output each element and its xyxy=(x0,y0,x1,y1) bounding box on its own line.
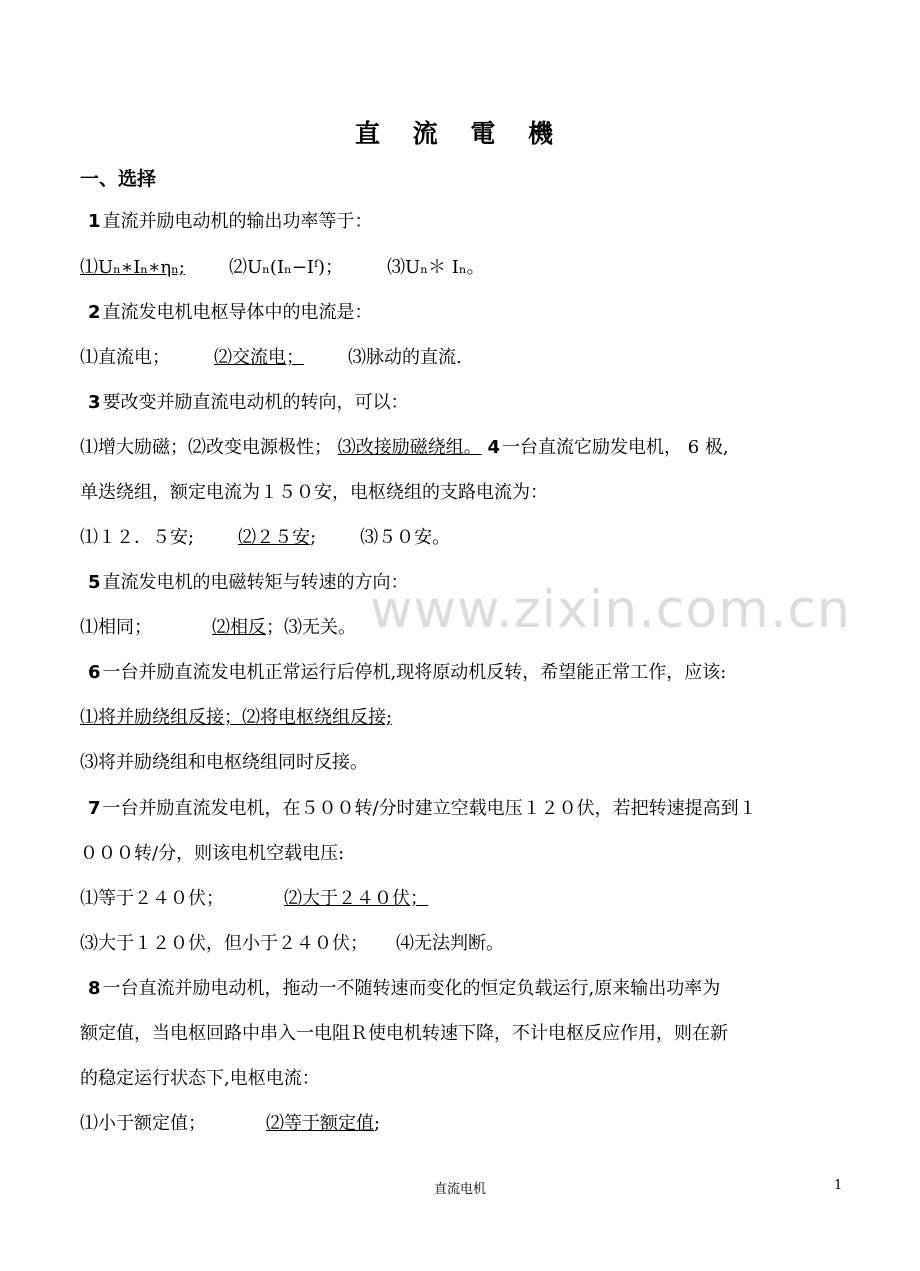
question-number: 4 xyxy=(487,437,500,458)
option: ⑴直流电； xyxy=(80,347,170,368)
option: ⑶大于１２０伏，但小于２４０伏； xyxy=(80,933,368,954)
footer-title: 直流电机 xyxy=(433,1182,486,1197)
options-6b xyxy=(80,748,850,778)
option: ⑷无法判断。 xyxy=(396,933,504,954)
question-1 xyxy=(88,207,858,237)
question-7-cont xyxy=(80,839,850,869)
question-number: 6 xyxy=(88,662,101,683)
page-number: 1 xyxy=(834,1178,843,1193)
watermark: www.zixin.com.cn xyxy=(370,580,851,640)
options-7 xyxy=(80,884,850,914)
option: ⑴增大励磁；⑵改变电源极性； xyxy=(80,437,332,458)
option: ⑶Uₙ＊ Iₙ。 xyxy=(387,257,485,278)
option: ⑵Uₙ(Iₙ−Iᶠ)； xyxy=(228,257,344,278)
question-text: 的稳定运行状态下,电枢电流： xyxy=(80,1068,320,1089)
options-6 xyxy=(80,703,850,733)
question-text: ０００转/分，则该电机空载电压: xyxy=(80,843,345,864)
option-correct: ⑵等于额定值 xyxy=(266,1113,374,1134)
question-text: 一台直流并励电动机，拖动一不随转速而变化的恒定负载运行,原来输出功率为 xyxy=(102,978,721,999)
question-7 xyxy=(88,794,858,824)
question-text: 直流并励电动机的输出功率等于： xyxy=(102,211,373,232)
question-text: 单迭绕组，额定电流为１５０安，电枢绕组的支路电流为： xyxy=(80,482,548,503)
punctuation: ； xyxy=(266,617,284,638)
question-text: 直流发电机的电磁转矩与转速的方向： xyxy=(102,572,409,593)
options-5 xyxy=(80,613,850,643)
question-5 xyxy=(88,568,858,598)
question-text: 一台直流它励发电机， 6 极, xyxy=(502,437,729,458)
question-8 xyxy=(88,974,858,1004)
question-text: 额定值，当电枢回路中串入一电阻Ｒ使电机转速下降，不计电枢反应作用，则在新 xyxy=(80,1023,728,1044)
section-heading: 一、选择 xyxy=(80,168,157,190)
question-text: 一台并励直流发电机，在５００转/分时建立空载电压１２０伏，若把转速提高到１ xyxy=(102,798,757,819)
options-4 xyxy=(80,523,850,553)
option: ⑴相同； xyxy=(80,617,152,638)
page-title: 直 流 電 機 xyxy=(354,119,566,148)
options-1 xyxy=(80,253,850,283)
option: ⑴小于额定值； xyxy=(80,1113,206,1134)
option-correct: ⑶改接励磁绕组。 xyxy=(337,437,482,458)
question-6 xyxy=(88,658,858,688)
question-4-text xyxy=(80,478,850,508)
options-2 xyxy=(80,343,850,373)
option: ⑶将并励绕组和电枢绕组同时反接。 xyxy=(80,752,368,773)
option-correct: ⑵相反 xyxy=(212,617,266,638)
question-text: 一台并励直流发电机正常运行后停机,现将原动机反转，希望能正常工作，应该: xyxy=(102,662,727,683)
option-correct: ⑴将并励绕组反接；⑵将电枢绕组反接; xyxy=(80,707,393,728)
question-number: 8 xyxy=(88,978,101,999)
options-8 xyxy=(80,1109,850,1139)
options-3 xyxy=(80,433,850,463)
punctuation: ; xyxy=(310,527,317,548)
question-3 xyxy=(88,388,858,418)
option-correct: ⑵２５安 xyxy=(238,527,311,548)
question-8-cont2 xyxy=(80,1064,850,1094)
option: ⑴１２．５安; xyxy=(80,527,195,548)
option: ⑶５０安。 xyxy=(360,527,451,548)
question-8-cont xyxy=(80,1019,850,1049)
question-number: 7 xyxy=(88,798,101,819)
option-correct: ⑵大于２４０伏； xyxy=(284,888,428,909)
option: ⑶脉动的直流. xyxy=(348,347,462,368)
question-number: 5 xyxy=(88,572,101,593)
option-correct: ⑵交流电； xyxy=(214,347,304,368)
options-7b xyxy=(80,929,850,959)
question-number: 1 xyxy=(88,211,101,232)
option: ⑴等于２４０伏； xyxy=(80,888,224,909)
punctuation: ; xyxy=(374,1113,381,1134)
question-text: 要改变并励直流电动机的转向，可以： xyxy=(102,392,409,413)
option-correct: ⑴Uₙ∗Iₙ∗ηₙ; xyxy=(80,257,185,278)
option: ⑶无关。 xyxy=(284,617,356,638)
question-number: 2 xyxy=(88,302,101,323)
question-number: 3 xyxy=(88,392,101,413)
question-text: 直流发电机电枢导体中的电流是： xyxy=(102,302,373,323)
question-2 xyxy=(88,298,858,328)
